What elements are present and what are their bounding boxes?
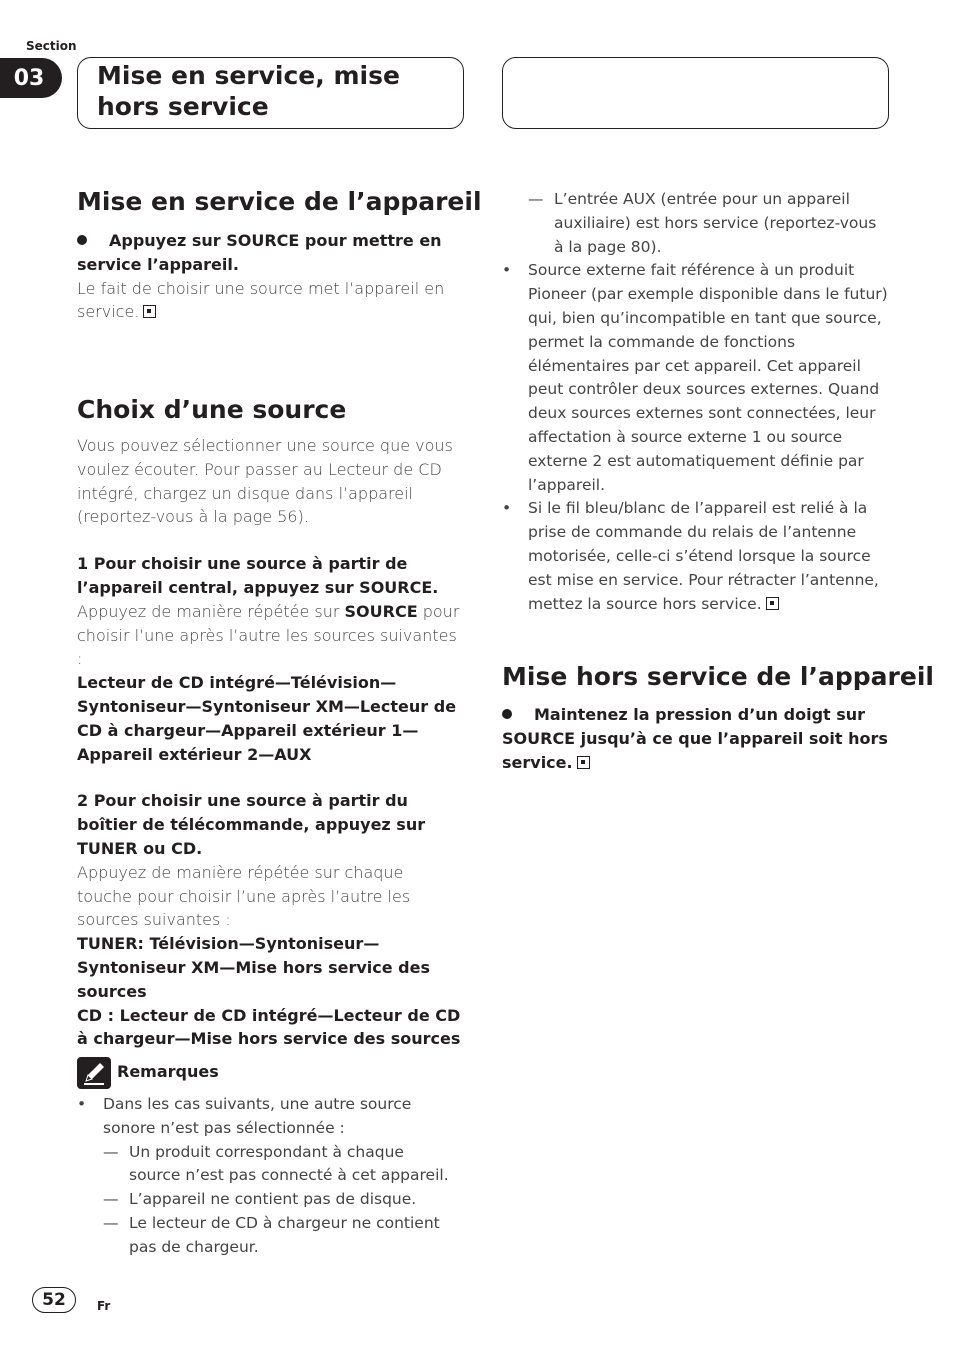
section-heading-power-on: Mise en service de l’appareil bbox=[77, 187, 482, 216]
step-1-source-list: Lecteur de CD intégré—Télévision—Syntoniseur—Syntoniseur XM—Lecteur de CD à chargeur—Appareil extérieur 1—Appareil extérieur 2—AUX bbox=[77, 673, 457, 764]
right-notes-continued bbox=[502, 188, 888, 616]
section-heading-power-off: Mise hors service de l’appareil bbox=[502, 662, 934, 691]
choose-source-intro: Vous pouvez sélectionner une source que vous voulez écouter. Pour passer au Lecteur de CD intégré, chargez un disque dans l’appareil (reportez-vous à la page 56). bbox=[77, 436, 453, 527]
page-number: 52 bbox=[32, 1287, 76, 1313]
notes-label: Remarques bbox=[117, 1062, 219, 1081]
section-number-badge: 03 bbox=[0, 58, 62, 98]
language-code: Fr bbox=[97, 1299, 111, 1313]
empty-header-box bbox=[502, 57, 889, 129]
chapter-title: Mise en service, mise hors service bbox=[97, 61, 400, 121]
power-off-instruction: Maintenez la pression d’un doigt sur SOURCE jusqu’à ce que l’appareil soit hors service. bbox=[502, 705, 888, 772]
power-on-text: Le fait de choisir une source met l’appareil en service. bbox=[77, 278, 445, 322]
step-1-heading: 1 Pour choisir une source à partir de l’appareil central, appuyez sur SOURCE. bbox=[77, 554, 439, 597]
step-2-heading: 2 Pour choisir une source à partir du boîtier de télécommande, appuyez sur TUNER ou CD. bbox=[77, 791, 426, 858]
section-heading-choose-source: Choix d’une source bbox=[77, 395, 347, 424]
note-dash-item: — L’appareil ne contient pas de disque. bbox=[103, 1190, 417, 1209]
step-2-text: Appuyez de manière répétée sur chaque touche pour choisir l’une après l’autre les sources suivantes : bbox=[77, 862, 411, 930]
note-item: • Source externe fait référence à un produit Pioneer (par exemple disponible dans le futur) qui, bien qu’incompatible en tant que source, permet la commande de fonctions élémentaires par cet appareil. Cet appareil peut contrôler deux sources externes. Quand deux sources externes sont connectées, leur affectation à source externe 1 ou source externe 2 est automatiquement définie par l’appareil. bbox=[502, 261, 888, 494]
note-item: • Dans les cas suivants, une autre source sonore n’est pas sélectionnée : bbox=[77, 1095, 412, 1137]
bullet-dot-icon bbox=[77, 235, 87, 245]
step-1-text: Appuyez de manière répétée sur SOURCE pour choisir l’une après l’autre les sources suivantes : bbox=[77, 601, 460, 669]
note-pencil-icon bbox=[77, 1057, 111, 1089]
note-item: • Si le fil bleu/blanc de l’appareil est relié à la prise de commande du relais de l’antenne motorisée, celle-ci s’étend lorsque la source est mise en service. Pour rétracter l’antenne, mettez la source hors service. bbox=[502, 499, 879, 613]
power-off-block bbox=[502, 703, 888, 774]
power-on-instruction: Appuyez sur SOURCE pour mettre en service l’appareil. bbox=[77, 231, 442, 274]
note-dash-item: — Un produit correspondant à chaque source n’est pas connecté à cet appareil. bbox=[103, 1142, 449, 1185]
section-label: Section bbox=[26, 39, 77, 53]
note-dash-item: — L’entrée AUX (entrée pour un appareil auxiliaire) est hors service (reportez-vous à la page 80). bbox=[528, 190, 877, 256]
step-2-cd-list: CD : Lecteur de CD intégré—Lecteur de CD à chargeur—Mise hors service des sources bbox=[77, 1005, 461, 1049]
note-dash-item: — Le lecteur de CD à chargeur ne contient pas de chargeur. bbox=[103, 1213, 440, 1256]
power-on-block bbox=[77, 229, 467, 324]
step-2-tuner-list: TUNER: Télévision—Syntoniseur—Syntoniseur XM—Mise hors service des sources bbox=[77, 934, 430, 1001]
stop-mark-icon bbox=[766, 597, 779, 610]
stop-mark-icon bbox=[577, 756, 590, 769]
notes-list bbox=[77, 1093, 457, 1260]
stop-mark-icon bbox=[143, 305, 156, 318]
bullet-dot-icon bbox=[502, 709, 512, 719]
choose-source-block bbox=[77, 434, 462, 1051]
